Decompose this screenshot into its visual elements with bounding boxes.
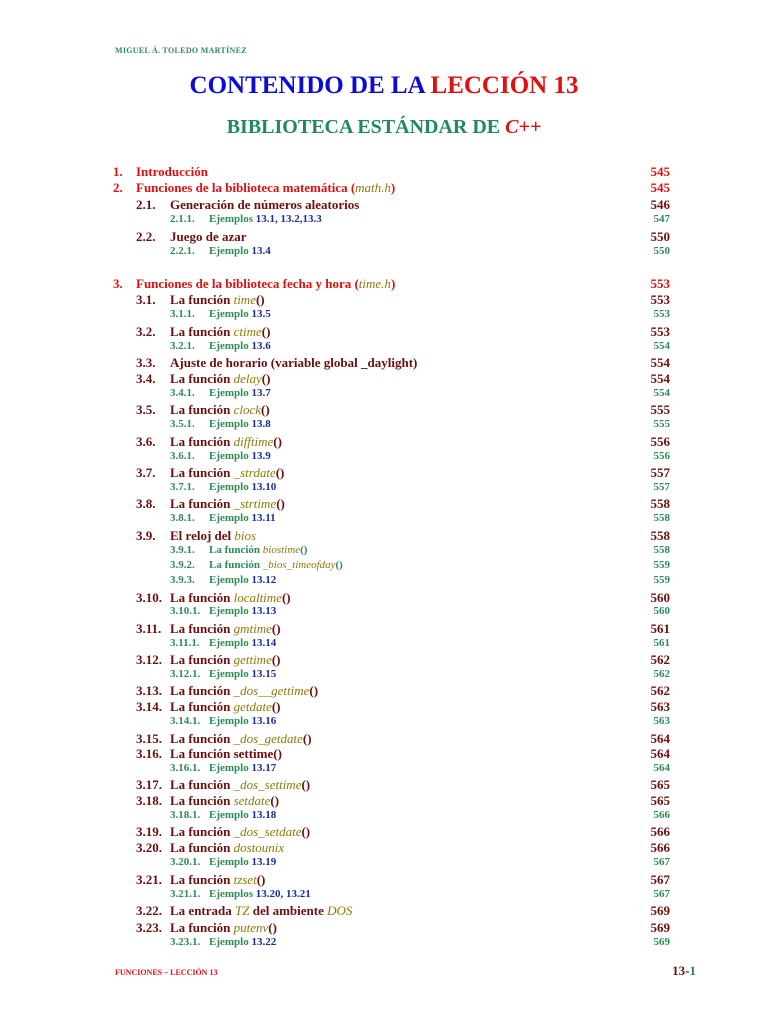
toc-entry-text xyxy=(170,731,312,747)
toc-entry-text xyxy=(209,512,276,524)
toc-entry-number: 3.1.1. xyxy=(170,308,195,320)
toc-entry-function-name: localtime xyxy=(233,590,282,605)
toc-entry-number: 3.16.1. xyxy=(170,762,201,774)
toc-entry-text xyxy=(209,387,271,399)
toc-entry-page: 558 xyxy=(650,496,670,511)
toc-entry-number: 3.23. xyxy=(136,920,162,935)
toc-entry-example-ref: 13.19 xyxy=(251,856,277,868)
toc-entry-suffix: () xyxy=(256,872,266,887)
toc-entry-number: 3.11.1. xyxy=(170,637,200,649)
author-header: MIGUEL Á. TOLEDO MARTÍNEZ xyxy=(115,46,247,55)
toc-entry-function-name: dostounix xyxy=(233,840,285,855)
toc-entry-page: 565 xyxy=(650,777,670,792)
toc-entry-function-name: _dos_settime xyxy=(233,777,302,792)
toc-entry-label: El reloj del xyxy=(170,528,235,543)
toc-entry-text xyxy=(209,340,271,352)
toc-entry-text xyxy=(170,621,281,637)
toc-entry-number: 3.16. xyxy=(136,746,162,761)
toc-entry-page: 546 xyxy=(650,197,670,212)
toc-entry-text xyxy=(170,229,247,245)
toc-entry-number: 3.18.1. xyxy=(170,809,201,821)
toc-entry-function-name: gmtime xyxy=(233,621,272,636)
toc-entry-suffix: () xyxy=(261,371,271,386)
toc-entry-page: 553 xyxy=(650,292,670,307)
toc-entry-number: 3.4. xyxy=(136,371,156,386)
toc-entry-example-ref: 13.16 xyxy=(251,715,277,727)
toc-entry-page: 567 xyxy=(650,872,670,887)
toc-entry-number: 3.3. xyxy=(136,355,156,370)
toc-entry-number: 3.21. xyxy=(136,872,162,887)
toc-entry-number: 3.21.1. xyxy=(170,888,201,900)
toc-entry-text xyxy=(136,180,395,196)
toc-entry-number: 3.12. xyxy=(136,652,162,667)
toc-entry-label: Ejemplo xyxy=(209,605,252,617)
toc-entry-suffix: () xyxy=(255,292,265,307)
toc-entry-number: 3.9.2. xyxy=(170,559,195,571)
toc-entry-text xyxy=(170,920,277,936)
toc-entry-number: 3.11. xyxy=(136,621,162,636)
toc-entry-number: 3.14. xyxy=(136,699,162,714)
toc-entry-suffix: () xyxy=(281,590,291,605)
toc-entry-label: La función xyxy=(170,872,234,887)
toc-entry-label: Ejemplo xyxy=(209,809,252,821)
toc-entry-page: 569 xyxy=(653,936,670,948)
toc-entry-number: 3.14.1. xyxy=(170,715,201,727)
toc-entry-example-ref: 13.1, 13.2,13.3 xyxy=(255,213,322,225)
toc-entry-page: 560 xyxy=(653,605,670,617)
toc-entry-number: 3.9.1. xyxy=(170,544,195,556)
toc-entry-label: La función xyxy=(170,324,234,339)
toc-entry-example-ref: 13.13 xyxy=(251,605,277,617)
toc-entry-text xyxy=(170,371,270,387)
toc-entry-label: Ejemplos xyxy=(209,888,256,900)
toc-entry-text xyxy=(209,418,271,430)
toc-entry-number: 3.5.1. xyxy=(170,418,195,430)
toc-entry-text xyxy=(170,355,417,371)
toc-entry-text xyxy=(209,668,276,680)
toc-entry-number: 1. xyxy=(113,164,123,179)
toc-entry-function-name: DOS xyxy=(327,903,353,918)
toc-entry-page: 562 xyxy=(650,652,670,667)
toc-entry-page: 556 xyxy=(650,434,670,449)
toc-entry-label: La función xyxy=(170,465,234,480)
toc-entry-page: 554 xyxy=(653,340,670,352)
toc-entry-text xyxy=(170,590,291,606)
toc-entry-label: La función xyxy=(209,559,263,571)
toc-entry-text xyxy=(170,402,270,418)
toc-entry-number: 3.13. xyxy=(136,683,162,698)
toc-entry-label: La entrada xyxy=(170,903,235,918)
toc-entry-label: La función xyxy=(170,699,234,714)
toc-entry-number: 3.12.1. xyxy=(170,668,201,680)
toc-entry-label: La función xyxy=(170,371,234,386)
toc-entry-label: Funciones de la biblioteca matemática ( xyxy=(136,180,356,195)
page-number-page: 1 xyxy=(689,963,696,978)
toc-entry-function-name: TZ xyxy=(235,903,250,918)
toc-entry-page: 561 xyxy=(650,621,670,636)
subtitle-part-1: BIBLIOTECA ESTÁNDAR DE xyxy=(226,116,506,138)
toc-entry-page: 564 xyxy=(650,746,670,761)
toc-entry-number: 3.9. xyxy=(136,528,156,543)
toc-entry-function-name: _bios_timeofday xyxy=(262,559,336,571)
toc-entry-number: 2.1.1. xyxy=(170,213,195,225)
toc-entry-text xyxy=(209,936,276,948)
toc-entry-suffix: () xyxy=(276,496,285,511)
toc-entry-page: 553 xyxy=(650,324,670,339)
page-number xyxy=(672,963,696,979)
toc-entry-suffix: () xyxy=(271,699,281,714)
toc-entry-number: 3.6.1. xyxy=(170,450,195,462)
toc-entry-label: La función xyxy=(170,621,234,636)
footer-text: FUNCIONES – LECCIÓN 13 xyxy=(115,968,218,977)
toc-entry-example-ref: 13.18 xyxy=(251,809,277,821)
toc-entry-page: 558 xyxy=(653,512,670,524)
toc-entry-text xyxy=(170,793,279,809)
toc-entry-example-ref: 13.9 xyxy=(251,450,271,462)
toc-entry-function-name: clock xyxy=(233,402,261,417)
toc-entry-number: 3.8. xyxy=(136,496,156,511)
toc-entry-label: La función xyxy=(170,590,234,605)
toc-entry-number: 3.23.1. xyxy=(170,936,201,948)
toc-entry-example-ref: 13.8 xyxy=(251,418,271,430)
toc-entry-suffix: () xyxy=(300,544,308,556)
toc-entry-suffix: () xyxy=(301,824,311,839)
toc-entry-page: 565 xyxy=(650,793,670,808)
toc-entry-label: La función xyxy=(209,544,263,556)
toc-entry-text xyxy=(209,544,307,556)
toc-entry-example-ref: 13.20, 13.21 xyxy=(255,888,311,900)
toc-entry-function-name: gettime xyxy=(233,652,272,667)
toc-entry-label: Ejemplos xyxy=(209,213,256,225)
toc-entry-text xyxy=(170,746,282,762)
toc-entry-text xyxy=(170,528,256,544)
toc-entry-page: 559 xyxy=(653,574,670,586)
toc-entry-number: 3.22. xyxy=(136,903,162,918)
toc-entry-number: 3.2.1. xyxy=(170,340,195,352)
toc-entry-label: Ejemplo xyxy=(209,715,252,727)
toc-entry-function-name: getdate xyxy=(233,699,272,714)
toc-entry-number: 3.15. xyxy=(136,731,162,746)
toc-entry-label: La función xyxy=(170,496,234,511)
toc-entry-page: 561 xyxy=(653,637,670,649)
toc-entry-text xyxy=(170,840,284,856)
toc-entry-number: 3.7. xyxy=(136,465,156,480)
toc-entry-page: 556 xyxy=(653,450,670,462)
toc-entry-suffix: () xyxy=(268,920,277,935)
toc-entry-label: Ejemplo xyxy=(209,481,252,493)
toc-entry-page: 569 xyxy=(650,903,670,918)
toc-entry-page: 550 xyxy=(650,229,670,244)
toc-entry-example-ref: 13.10 xyxy=(251,481,277,493)
toc-entry-label: La función xyxy=(170,434,234,449)
toc-entry-text xyxy=(170,465,284,481)
toc-entry-label: Ejemplo xyxy=(209,762,252,774)
toc-entry-page: 563 xyxy=(650,699,670,714)
toc-entry-label: La función xyxy=(170,292,234,307)
toc-entry-label: Juego de azar xyxy=(170,229,247,244)
toc-entry-page: 559 xyxy=(653,559,670,571)
toc-entry-number: 3.5. xyxy=(136,402,156,417)
toc-entry-page: 567 xyxy=(653,856,670,868)
toc-entry-text xyxy=(170,872,265,888)
toc-entry-number: 3.7.1. xyxy=(170,481,195,493)
toc-entry-number: 2. xyxy=(113,180,123,195)
toc-entry-label: Ejemplo xyxy=(209,308,252,320)
toc-entry-function-name: delay xyxy=(233,371,262,386)
toc-entry-suffix: () xyxy=(301,777,311,792)
toc-entry-text xyxy=(209,450,271,462)
toc-entry-label: Ejemplo xyxy=(209,387,252,399)
toc-entry-text xyxy=(170,197,359,213)
toc-entry-number: 3. xyxy=(113,276,123,291)
toc-entry-number: 3.17. xyxy=(136,777,162,792)
toc-entry-page: 545 xyxy=(650,164,670,179)
toc-entry-text xyxy=(170,903,352,919)
toc-entry-example-ref: 13.17 xyxy=(251,762,277,774)
toc-entry-label: Ejemplo xyxy=(209,637,252,649)
toc-entry-page: 547 xyxy=(653,213,670,225)
toc-entry-example-ref: 13.14 xyxy=(251,637,277,649)
toc-entry-page: 567 xyxy=(653,888,670,900)
toc-entry-page: 564 xyxy=(650,731,670,746)
toc-entry-label: La función xyxy=(170,793,234,808)
toc-entry-text xyxy=(170,683,318,699)
toc-entry-function-name: difftime xyxy=(233,434,274,449)
toc-entry-text xyxy=(170,652,281,668)
toc-entry-function-name: _dos_setdate xyxy=(233,824,302,839)
toc-entry-number: 3.10.1. xyxy=(170,605,201,617)
toc-entry-example-ref: 13.4 xyxy=(251,245,271,257)
toc-entry-number: 2.2. xyxy=(136,229,156,244)
toc-entry-number: 3.19. xyxy=(136,824,162,839)
toc-entry-number: 3.18. xyxy=(136,793,162,808)
toc-entry-suffix: () xyxy=(309,683,319,698)
toc-entry-label: Ejemplo xyxy=(209,512,252,524)
toc-entry-label: Ejemplo xyxy=(209,574,252,586)
toc-entry-text xyxy=(209,637,276,649)
toc-entry-page: 545 xyxy=(650,180,670,195)
toc-entry-function-name: time.h xyxy=(358,276,391,291)
toc-entry-text xyxy=(209,308,271,320)
toc-entry-page: 566 xyxy=(650,824,670,839)
subtitle-part-2: C++ xyxy=(505,116,542,138)
toc-entry-number: 3.2. xyxy=(136,324,156,339)
toc-entry-label: La función xyxy=(170,777,234,792)
toc-entry-page: 553 xyxy=(650,276,670,291)
toc-entry-page: 554 xyxy=(653,387,670,399)
toc-entry-label: Ejemplo xyxy=(209,450,252,462)
toc-entry-text xyxy=(170,699,281,715)
toc-entry-example-ref: 13.15 xyxy=(251,668,277,680)
toc-entry-function-name: bios xyxy=(234,528,257,543)
title-part-1: CONTENIDO DE LA xyxy=(189,72,431,99)
toc-entry-suffix: () xyxy=(261,402,270,417)
toc-entry-text xyxy=(170,496,285,512)
toc-entry-page: 562 xyxy=(653,668,670,680)
toc-entry-text xyxy=(170,324,270,340)
toc-entry-text xyxy=(209,715,276,727)
toc-entry-number: 3.10. xyxy=(136,590,162,605)
toc-entry-label: La función xyxy=(170,402,234,417)
toc-entry-label: Ejemplo xyxy=(209,245,252,257)
toc-entry-page: 553 xyxy=(653,308,670,320)
toc-entry-page: 550 xyxy=(653,245,670,257)
toc-entry-suffix: () xyxy=(302,731,312,746)
toc-entry-label: La función xyxy=(170,840,234,855)
toc-entry-example-ref: 13.12 xyxy=(251,574,277,586)
toc-entry-function-name: biostime xyxy=(262,544,301,556)
toc-entry-example-ref: 13.5 xyxy=(251,308,271,320)
toc-entry-label: Funciones de la biblioteca fecha y hora ( xyxy=(136,276,359,291)
toc-entry-example-ref: 13.6 xyxy=(251,340,271,352)
toc-entry-text xyxy=(209,481,276,493)
toc-entry-number: 2.1. xyxy=(136,197,156,212)
toc-entry-text xyxy=(209,574,276,586)
toc-entry-page: 557 xyxy=(650,465,670,480)
toc-entry-label: Generación de números aleatorios xyxy=(170,197,360,212)
toc-entry-page: 554 xyxy=(650,355,670,370)
toc-entry-example-ref: 13.22 xyxy=(251,936,277,948)
page-number-chapter: 13- xyxy=(672,963,690,978)
toc-entry-number: 3.6. xyxy=(136,434,156,449)
toc-entry-text xyxy=(209,559,343,571)
toc-entry-function-name: _dos__gettime xyxy=(233,683,310,698)
toc-entry-label: Ejemplo xyxy=(209,668,252,680)
toc-entry-function-name: _strtime xyxy=(233,496,277,511)
toc-entry-page: 558 xyxy=(650,528,670,543)
toc-entry-text xyxy=(170,434,282,450)
toc-entry-page: 558 xyxy=(653,544,670,556)
toc-entry-suffix: del ambiente xyxy=(249,903,328,918)
toc-entry-label: La función xyxy=(170,731,234,746)
toc-entry-example-ref: 13.11 xyxy=(251,512,276,524)
toc-entry-label: La función xyxy=(170,824,234,839)
toc-entry-page: 562 xyxy=(650,683,670,698)
toc-entry-suffix: () xyxy=(261,324,271,339)
toc-entry-label: Ejemplo xyxy=(209,856,252,868)
toc-entry-number: 3.20.1. xyxy=(170,856,201,868)
toc-entry-suffix: () xyxy=(275,465,285,480)
toc-entry-page: 554 xyxy=(650,371,670,386)
toc-entry-text xyxy=(170,824,310,840)
toc-entry-number: 3.20. xyxy=(136,840,162,855)
toc-entry-page: 555 xyxy=(650,402,670,417)
toc-entry-page: 566 xyxy=(653,809,670,821)
toc-entry-function-name: tzset xyxy=(233,872,257,887)
toc-entry-text xyxy=(209,245,271,257)
toc-entry-suffix: () xyxy=(270,793,280,808)
toc-entry-function-name: math.h xyxy=(355,180,391,195)
toc-entry-label: Ejemplo xyxy=(209,418,252,430)
toc-entry-number: 2.2.1. xyxy=(170,245,195,257)
toc-entry-suffix: ) xyxy=(390,276,396,291)
toc-entry-function-name: ctime xyxy=(233,324,262,339)
toc-entry-number: 3.4.1. xyxy=(170,387,195,399)
toc-entry-label: La función xyxy=(170,683,234,698)
toc-entry-text xyxy=(209,213,322,225)
toc-entry-page: 555 xyxy=(653,418,670,430)
toc-entry-suffix: () xyxy=(335,559,343,571)
toc-entry-suffix: ) xyxy=(390,180,396,195)
toc-entry-label: Ajuste de horario (variable global _daylight) xyxy=(170,355,418,370)
toc-entry-function-name: _strdate xyxy=(233,465,276,480)
toc-entry-example-ref: 13.7 xyxy=(251,387,271,399)
toc-entry-suffix: () xyxy=(273,434,282,449)
toc-entry-function-name: setdate xyxy=(233,793,271,808)
toc-entry-number: 3.1. xyxy=(136,292,156,307)
toc-entry-text xyxy=(136,164,208,180)
toc-entry-text xyxy=(170,777,310,793)
toc-entry-label: Introducción xyxy=(136,164,208,179)
toc-entry-label: Ejemplo xyxy=(209,936,252,948)
toc-entry-function-name: putenv xyxy=(233,920,269,935)
toc-entry-label: La función xyxy=(170,652,234,667)
toc-entry-page: 560 xyxy=(650,590,670,605)
toc-entry-page: 563 xyxy=(653,715,670,727)
toc-entry-text xyxy=(209,762,276,774)
toc-entry-suffix: () xyxy=(271,621,281,636)
toc-entry-page: 564 xyxy=(653,762,670,774)
toc-entry-page: 557 xyxy=(653,481,670,493)
toc-entry-text xyxy=(209,856,276,868)
title-part-2: LECCIÓN 13 xyxy=(430,72,579,99)
toc-entry-text xyxy=(170,292,265,308)
toc-entry-label: Ejemplo xyxy=(209,340,252,352)
toc-entry-suffix: () xyxy=(271,652,281,667)
toc-entry-label: La función settime() xyxy=(170,746,282,761)
toc-entry-number: 3.9.3. xyxy=(170,574,195,586)
toc-entry-page: 569 xyxy=(650,920,670,935)
toc-entry-function-name: time xyxy=(233,292,256,307)
toc-entry-label: La función xyxy=(170,920,234,935)
toc-entry-text xyxy=(209,809,276,821)
toc-entry-text xyxy=(136,276,395,292)
toc-entry-number: 3.8.1. xyxy=(170,512,195,524)
toc-entry-function-name: _dos_getdate xyxy=(233,731,303,746)
toc-entry-text xyxy=(209,888,311,900)
toc-entry-page: 566 xyxy=(650,840,670,855)
toc-entry-text xyxy=(209,605,276,617)
